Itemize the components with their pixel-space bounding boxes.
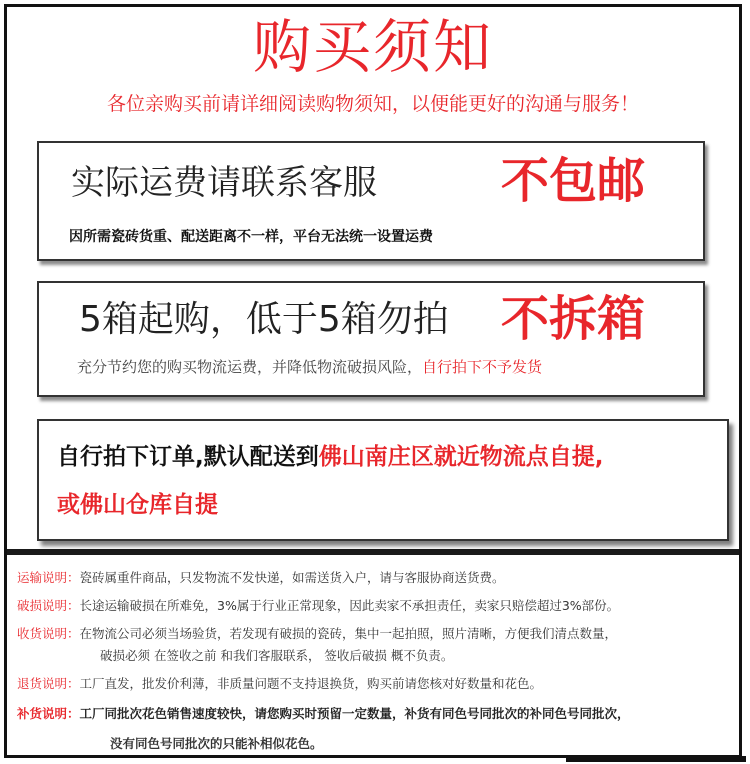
shipping-note: 因所需瓷砖货重、配送距离不一样，平台无法统一设置运费 bbox=[69, 229, 433, 245]
return-note bbox=[17, 675, 542, 693]
shipping-notice-box bbox=[37, 141, 705, 261]
pickup-notice-box bbox=[37, 419, 729, 541]
no-split-box-badge: 不拆箱 bbox=[501, 291, 646, 347]
note-label: 收货说明： bbox=[17, 626, 80, 641]
note-label: 运输说明： bbox=[17, 570, 80, 585]
minimum-order-box bbox=[37, 281, 705, 397]
order-note-text: 充分节约您的购买物流运费，并降低物流破损风险， bbox=[77, 358, 423, 376]
page-title: 购买须知 bbox=[252, 13, 493, 81]
notice-page bbox=[4, 4, 742, 758]
pickup-line-1 bbox=[57, 441, 604, 473]
pickup-default-text: 自行拍下订单,默认配送到 bbox=[57, 444, 319, 470]
note-text: 瓷砖属重件商品，只发物流不发快递，如需送货入户，请与客服协商送货费。 bbox=[79, 570, 505, 585]
restock-note bbox=[17, 705, 630, 723]
note-text: 长途运输破损在所难免，3%属于行业正常现象，因此卖家不承担责任，卖家只赔偿超过3%部份。 bbox=[79, 598, 620, 613]
no-free-shipping-badge: 不包邮 bbox=[501, 153, 646, 209]
transport-note bbox=[17, 569, 505, 587]
note-text: 工厂直发，批发价利薄，非质量问题不支持退换货，购买前请您核对好数量和花色。 bbox=[79, 676, 543, 691]
note-label: 补货说明： bbox=[17, 706, 80, 721]
minimum-order-note bbox=[77, 357, 542, 377]
note-label: 退货说明： bbox=[17, 676, 80, 691]
receipt-note-cont bbox=[100, 647, 453, 665]
note-text: 破损必须 在签收之前 和我们客服联系， 签收后破损 概不负责。 bbox=[100, 648, 454, 663]
section-divider bbox=[7, 549, 739, 555]
shipping-main-text: 实际运费请联系客服 bbox=[71, 163, 377, 203]
receipt-note bbox=[17, 625, 617, 643]
restock-note-cont bbox=[110, 735, 323, 753]
note-text: 工厂同批次花色销售速度较快，请您购买时预留一定数量，补货有同色号同批次的补同色号同批次， bbox=[79, 706, 630, 721]
order-note-warning: 自行拍下不予发货 bbox=[422, 358, 543, 376]
bottom-edge-bar bbox=[566, 756, 746, 762]
minimum-order-text: 5箱起购，低于5箱勿拍 bbox=[79, 299, 449, 340]
damage-note bbox=[17, 597, 619, 615]
page-subtitle: 各位亲购买前请详细阅读购物须知，以便能更好的沟通与服务！ bbox=[106, 93, 639, 115]
pickup-line-2: 或佛山仓库自提 bbox=[57, 492, 218, 518]
note-text: 没有同色号同批次的只能补相似花色。 bbox=[110, 736, 323, 751]
pickup-location-text: 佛山南庄区就近物流点自提, bbox=[318, 444, 604, 470]
note-label: 破损说明： bbox=[17, 598, 80, 613]
note-text: 在物流公司必须当场验货，若发现有破损的瓷砖，集中一起拍照，照片清晰，方便我们清点数量， bbox=[79, 626, 618, 641]
